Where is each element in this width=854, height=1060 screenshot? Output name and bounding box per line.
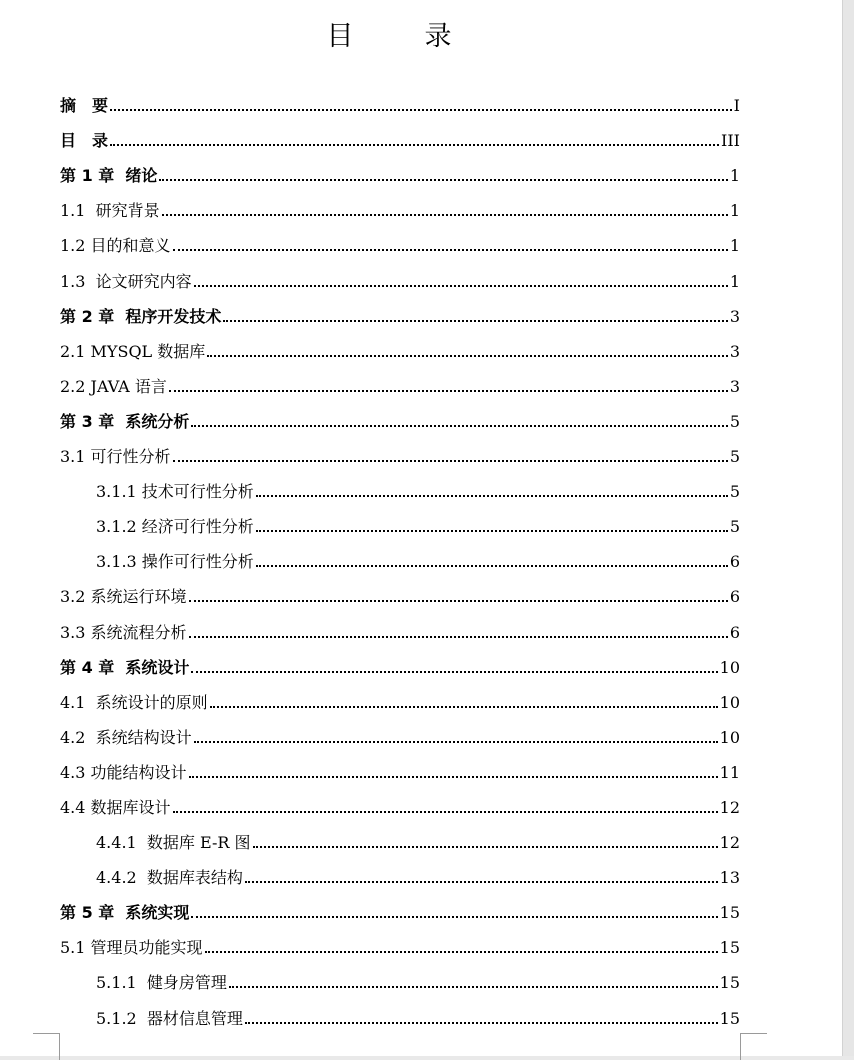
toc-dot-leader [210,705,718,708]
toc-entry[interactable] [60,886,740,921]
toc-dot-leader [256,494,728,497]
toc-entry-page-number: 6 [729,587,740,607]
toc-entry[interactable] [60,114,740,149]
toc-entry-page-number: 10 [719,692,740,712]
toc-entry-label: 1.2 目的和意义 [60,236,171,256]
toc-entry[interactable] [60,254,740,289]
toc-entry-label: 3.1 可行性分析 [60,447,171,467]
toc-dot-leader [223,319,727,322]
toc-entry-label: 4.4.2 数据库表结构 [96,868,243,888]
toc-entry-page-number: 3 [729,376,740,396]
toc-entry-page-number: 10 [719,727,740,747]
toc-entry[interactable] [60,711,740,746]
toc-entry[interactable] [60,395,740,430]
toc-dot-leader [110,108,732,111]
toc-dot-leader [229,985,718,988]
toc-entry-page-number: 6 [729,552,740,572]
toc-entry[interactable] [60,219,740,254]
toc-dot-leader [189,775,718,778]
toc-dot-leader [205,950,718,953]
toc-dot-leader [194,740,718,743]
toc-entry-label: 3.2 系统运行环境 [60,587,187,607]
toc-entry-label: 4.2 系统结构设计 [60,727,192,747]
toc-entry[interactable] [60,535,740,570]
toc-entry[interactable] [60,781,740,816]
toc-entry-label: 第 1 章 绪论 [60,166,158,186]
toc-dot-leader [191,915,717,918]
toc-entry-label: 4.4 数据库设计 [60,797,171,817]
toc-dot-leader [253,845,718,848]
toc-entry[interactable] [60,430,740,465]
toc-entry-page-number: 1 [729,166,740,186]
toc-entry-page-number: 10 [719,657,740,677]
toc-entry-page-number: 5 [729,517,740,537]
toc-entry-page-number: III [721,131,740,151]
toc-dot-leader [189,599,728,602]
vertical-scrollbar[interactable] [842,0,854,1056]
toc-dot-leader [173,810,718,813]
toc-dot-leader [245,880,718,883]
toc-entry-page-number: 1 [729,201,740,221]
toc-entry[interactable] [60,956,740,991]
toc-entry-page-number: 15 [719,1008,740,1028]
toc-entry-page-number: 11 [719,762,740,782]
toc-entry-label: 第 3 章 系统分析 [60,411,190,431]
toc-dot-leader [169,389,728,392]
toc-entry-page-number: 13 [719,868,740,888]
toc-dot-leader [194,284,728,287]
toc-entry[interactable] [60,360,740,395]
toc-dot-leader [207,354,728,357]
toc-entry[interactable] [60,991,740,1026]
toc-entry[interactable] [60,676,740,711]
toc-entry-page-number: 1 [729,236,740,256]
toc-entry[interactable] [60,641,740,676]
toc-entry-label: 3.1.1 技术可行性分析 [96,482,254,502]
toc-entry-label: 第 4 章 系统设计 [60,657,190,677]
toc-entry[interactable] [60,851,740,886]
toc-title: 目 录 [326,21,474,52]
toc-dot-leader [191,424,727,427]
toc-entry-page-number: I [733,96,740,116]
toc-dot-leader [245,1021,718,1024]
toc-entry-page-number: 3 [729,306,740,326]
toc-entry-label: 5.1.1 健身房管理 [96,973,227,993]
toc-entry-label: 4.3 功能结构设计 [60,762,187,782]
toc-entry-page-number: 5 [729,447,740,467]
toc-entry-page-number: 1 [729,271,740,291]
toc-entry-label: 3.1.3 操作可行性分析 [96,552,254,572]
toc-entry-label: 5.1 管理员功能实现 [60,938,203,958]
toc-entry-label: 目 录 [60,131,109,151]
toc-entry-page-number: 12 [719,833,740,853]
toc-entry-label: 5.1.2 器材信息管理 [96,1008,243,1028]
toc-dot-leader [191,670,717,673]
toc-entry[interactable] [60,79,740,114]
toc-entry-label: 3.3 系统流程分析 [60,622,187,642]
toc-entry[interactable] [60,921,740,956]
toc-entry-label: 3.1.2 经济可行性分析 [96,517,254,537]
toc-entry[interactable] [60,746,740,781]
toc-dot-leader [173,248,728,251]
toc-dot-leader [256,529,728,532]
toc-entry[interactable] [60,500,740,535]
toc-entry[interactable] [60,184,740,219]
toc-dot-leader [173,459,728,462]
toc-entry-page-number: 6 [729,622,740,642]
toc-entry-page-number: 5 [729,482,740,502]
toc-entry-label: 2.2 JAVA 语言 [60,376,167,396]
toc-entry-label: 4.4.1 数据库 E-R 图 [96,833,251,853]
toc-entry-page-number: 3 [729,341,740,361]
toc-entry[interactable] [60,605,740,640]
toc-dot-leader [159,178,727,181]
toc-entry-label: 1.3 论文研究内容 [60,271,192,291]
toc-entry[interactable] [60,149,740,184]
toc-entry-page-number: 15 [719,903,740,923]
toc-entry-page-number: 15 [719,973,740,993]
toc-entry-label: 第 5 章 系统实现 [60,903,190,923]
toc-entry[interactable] [60,816,740,851]
toc-dot-leader [189,635,728,638]
toc-dot-leader [162,213,728,216]
toc-entry[interactable] [60,290,740,325]
toc-dot-leader [256,564,728,567]
toc-entry-page-number: 12 [719,797,740,817]
toc-list [60,79,740,1027]
toc-entry[interactable] [60,465,740,500]
toc-entry[interactable] [60,570,740,605]
toc-entry-label: 摘 要 [60,96,109,116]
toc-entry-label: 2.1 MYSQL 数据库 [60,341,206,361]
toc-entry-page-number: 5 [729,411,740,431]
toc-entry-label: 4.1 系统设计的原则 [60,692,208,712]
toc-entry-label: 第 2 章 程序开发技术 [60,306,222,326]
toc-entry-label: 1.1 研究背景 [60,201,160,221]
toc-dot-leader [110,143,719,146]
toc-entry-page-number: 15 [719,938,740,958]
toc-entry[interactable] [60,325,740,360]
